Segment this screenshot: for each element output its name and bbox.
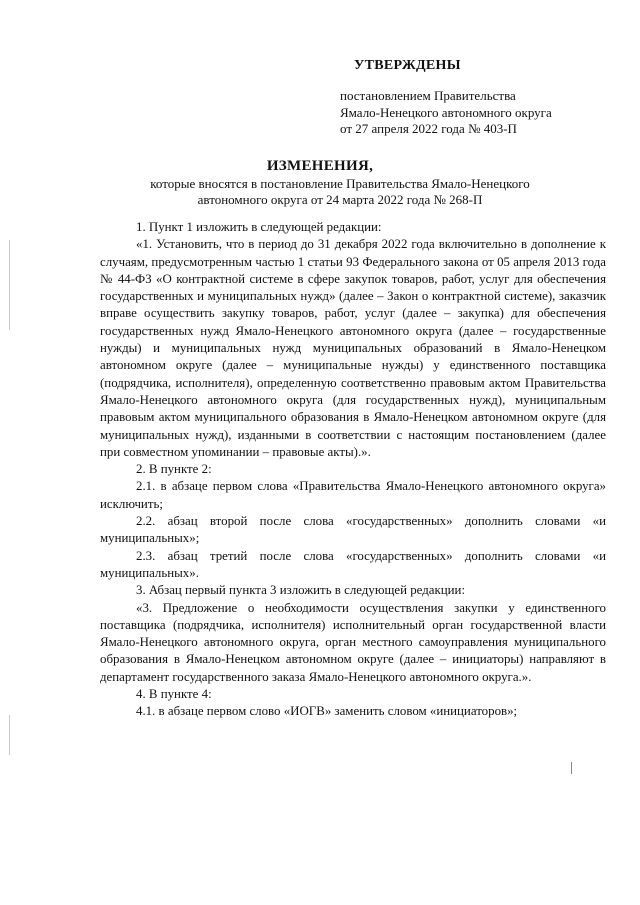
paragraph: «3. Предложение о необходимости осуществления закупки у единственного поставщика (подрядчика, исполнителя) исполнительный орган государственной власти Ямало-Ненецкого автономного округа, орган местного самоуправления муниципального образования в Ямало-Ненецком автономном округе (далее – инициаторы) направляют в департамент государственного заказа Ямало-Ненецкого автономного округа.». xyxy=(100,600,606,684)
paragraph: 2. В пункте 2: xyxy=(136,462,212,477)
scan-mark xyxy=(9,240,10,330)
approval-heading: УТВЕРЖДЕНЫ xyxy=(354,58,461,73)
scan-mark xyxy=(571,762,572,774)
paragraph: 2.3. абзац третий после слова «государственных» дополнить словами «и муниципальных». xyxy=(100,548,606,580)
paragraph: 3. Абзац первый пункта 3 изложить в следующей редакции: xyxy=(136,583,466,598)
paragraph: 1. Пункт 1 изложить в следующей редакции: xyxy=(136,220,382,234)
subtitle-line: которые вносятся в постановление Правительства Ямало-Ненецкого xyxy=(150,176,530,191)
document-subtitle xyxy=(90,176,590,208)
paragraph: 2.1. в абзаце первом слова «Правительства Ямало-Ненецкого автономного округа» исключить; xyxy=(100,479,606,511)
scan-mark xyxy=(9,715,10,755)
paragraph: 4.1. в абзаце первом слово «ИОГВ» заменить словом «инициаторов»; xyxy=(136,704,518,719)
approval-line: постановлением Правительства xyxy=(340,88,516,103)
approval-block xyxy=(340,88,552,138)
approval-line: Ямало-Ненецкого автономного округа xyxy=(340,104,552,120)
document-title: ИЗМЕНЕНИЯ, xyxy=(266,158,374,174)
approval-line: от 27 апреля 2022 года № 403-П xyxy=(340,121,517,136)
paragraph: 4. В пункте 4: xyxy=(136,687,212,702)
subtitle-line: автономного округа от 24 марта 2022 года № 268-П xyxy=(197,192,483,207)
document-body xyxy=(100,219,606,721)
paragraph: 2.2. абзац второй после слова «государственных» дополнить словами «и муниципальных»; xyxy=(100,514,606,546)
paragraph: «1. Установить, что в период до 31 декабря 2022 года включительно в дополнение к случаям, предусмотренным частью 1 статьи 93 Федерального закона от 05 апреля 2013 года № 44-ФЗ «О контрактной системе в сфере закупок товаров, работ, услуг для обеспечения государственных и муниципальных нужд» (далее – Закон о контрактной системе), заказчик вправе осуществить закупку товаров, работ, услуг (далее – закупка) для обеспечения государственных нужд Ямало-Ненецкого автономного округа (далее – государственные нужды) и муниципальных нужд муниципальных образований в Ямало-Ненецком автономном округе (далее – муниципальные нужды) у единственного поставщика (подрядчика, исполнителя), определенную соответственно правовым актом Правительства Ямало-Ненецкого автономного округа (для государственных нужд), муниципальным правовым актом муниципального образования в Ямало-Ненецком автономном округе (для муниципальных нужд), изданными в соответствии с настоящим постановлением (далее при совместном упоминании – правовые акты).». xyxy=(100,237,606,459)
